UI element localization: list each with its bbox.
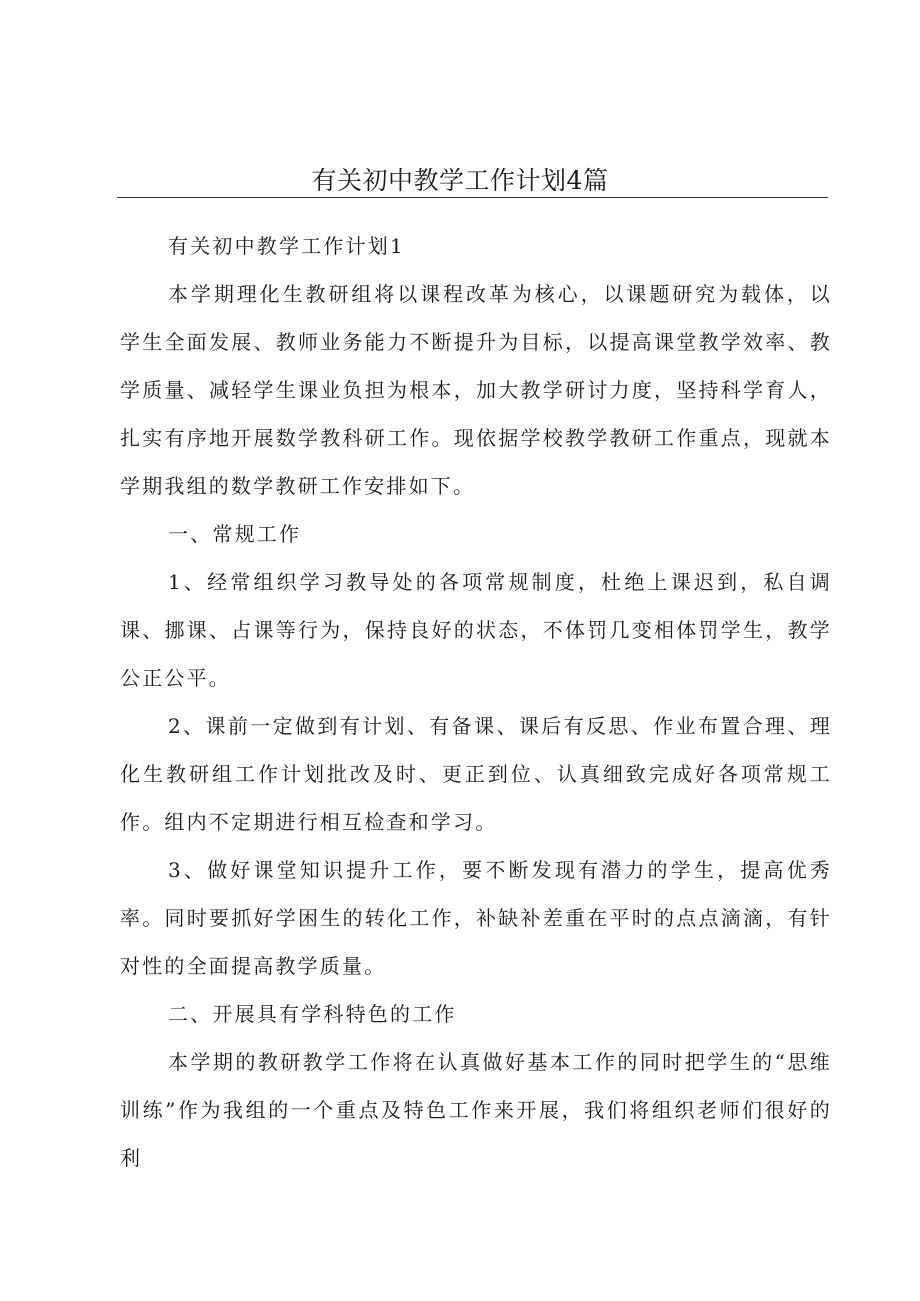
paragraph-item-1: 1、经常组织学习教导处的各项常规制度，杜绝上课迟到，私自调课、挪课、占课等行为，保持良好的状态，不体罚几变相体罚学生，教学公正公平。 (120, 570, 832, 690)
document-body (120, 222, 832, 1182)
section-heading-routine-work: 一、常规工作 (168, 522, 302, 546)
paragraph-special-work: 本学期的教研教学工作将在认真做好基本工作的同时把学生的“思维训练”作为我组的一个重点及特色工作来开展，我们将组织老师们很好的利 (120, 1050, 832, 1170)
section-heading-special-work: 二、开展具有学科特色的工作 (168, 1002, 457, 1026)
document-title: 有关初中教学工作计划4篇 (311, 166, 609, 195)
title-underline (117, 197, 828, 198)
section-heading-plan-1: 有关初中教学工作计划1 (168, 234, 405, 258)
paragraph-item-2: 2、课前一定做到有计划、有备课、课后有反思、作业布置合理、理化生教研组工作计划批改及时、更正到位、认真细致完成好各项常规工作。组内不定期进行相互检查和学习。 (120, 714, 832, 834)
paragraph-item-3: 3、做好课堂知识提升工作，要不断发现有潜力的学生，提高优秀率。同时要抓好学困生的转化工作，补缺补差重在平时的点点滴滴，有针对性的全面提高教学质量。 (120, 858, 832, 978)
paragraph-intro: 本学期理化生教研组将以课程改革为核心，以课题研究为载体，以学生全面发展、教师业务能力不断提升为目标，以提高课堂教学效率、教学质量、减轻学生课业负担为根本，加大教学研讨力度，坚持科学育人，扎实有序地开展数学教科研工作。现依据学校教学教研工作重点，现就本学期我组的数学教研工作安排如下。 (120, 282, 832, 498)
